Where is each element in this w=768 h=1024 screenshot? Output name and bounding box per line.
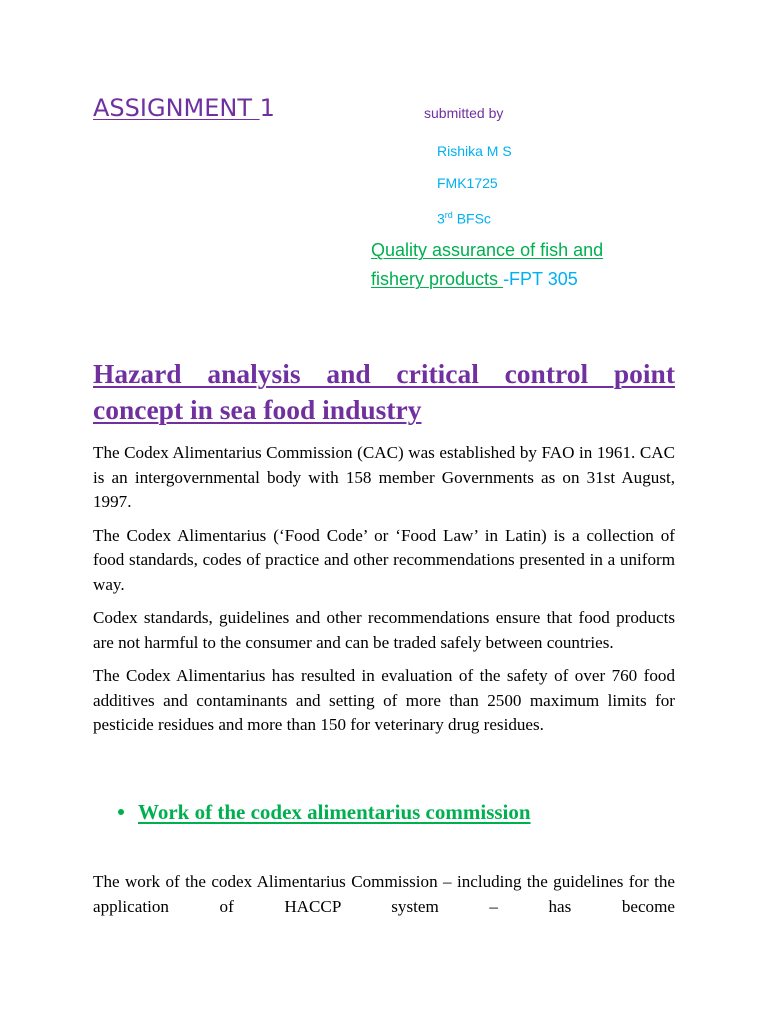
course-title-line1: Quality assurance of fish and [371, 240, 604, 260]
paragraph-cac-established: The Codex Alimentarius Commission (CAC) was established by FAO in 1961. CAC is an intergovernmental body with 158 member Governments as on 31st August, 1997. [93, 443, 675, 511]
roll-number: FMK1725 [437, 175, 498, 191]
paragraph-codex-standards: Codex standards, guidelines and other recommendations ensure that food products are not harmful to the consumer and can be traded safely between countries. [93, 608, 675, 652]
course-code: -FPT 305 [503, 269, 578, 289]
course-title [371, 236, 691, 294]
submitted-by-label: submitted by [424, 105, 504, 121]
body-paragraphs [93, 441, 675, 747]
year-course-text: BFSc [452, 210, 491, 227]
course-title-line2: fishery products [371, 269, 504, 289]
bullet-heading-text: Work of the codex alimentarius commission [138, 800, 531, 824]
assignment-title [93, 92, 275, 124]
bullet-heading [118, 798, 531, 826]
year-suffix: rd [444, 210, 453, 220]
assignment-title-text: ASSIGNMENT [93, 94, 260, 122]
paragraph-codex-results: The Codex Alimentarius has resulted in evaluation of the safety of over 760 food additives and contaminants and setting of more than 2500 maximum limits for pesticide residues and more than 150 for veterinary drug residues. [93, 666, 675, 734]
assignment-number: 1 [259, 94, 275, 122]
paragraph-codex-work: The work of the codex Alimentarius Commission – including the guidelines for the application of HACCP system – has become [93, 872, 675, 916]
year-course [437, 206, 491, 228]
paragraph-codex-definition: The Codex Alimentarius (‘Food Code’ or ‘Food Law’ in Latin) is a collection of food standards, codes of practice and other recommendations presented in a uniform way. [93, 525, 675, 594]
year-prefix: 3 [437, 210, 445, 227]
bullet-dot-icon [118, 809, 124, 815]
student-name: Rishika M S [437, 143, 512, 159]
main-title: Hazard analysis and critical control point concept in sea food industry [93, 358, 675, 425]
